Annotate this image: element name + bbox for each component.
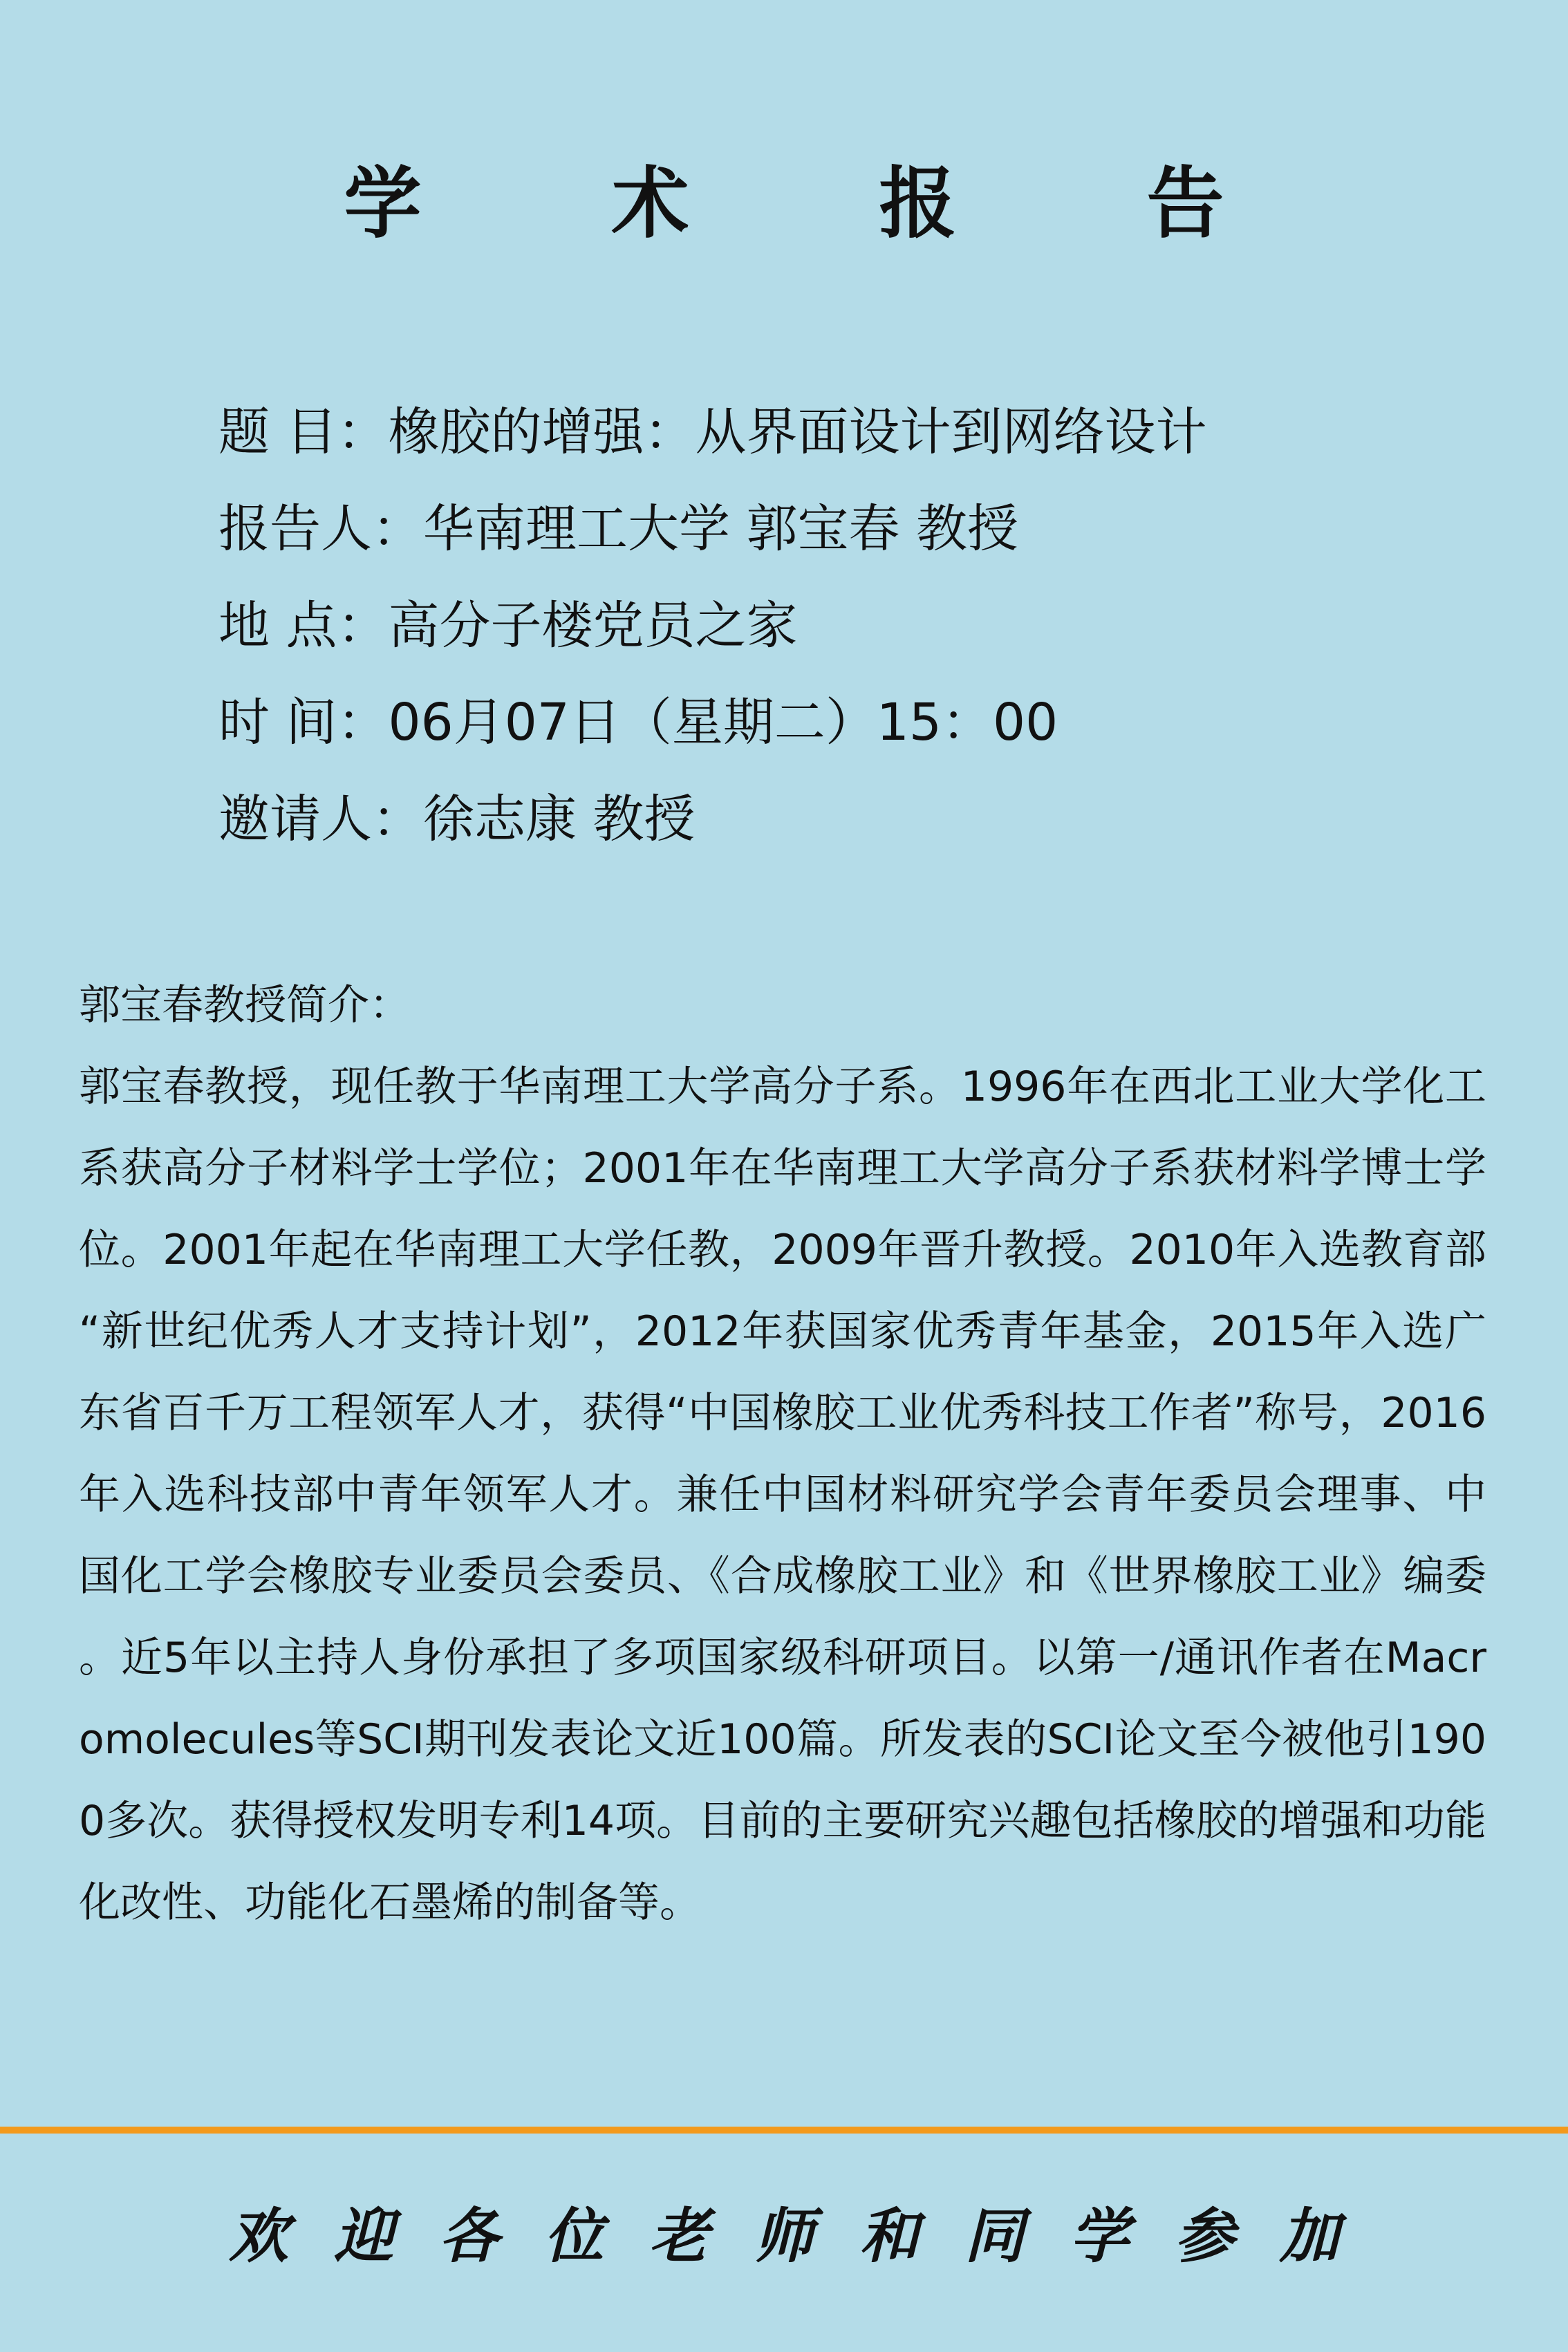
time-value: 06月07日（星期二）15：00 [388,693,1058,752]
info-row-inviter [218,771,1394,868]
poster-title: 学 术 报 告 [344,158,1306,249]
info-row-speaker [218,480,1394,577]
info-row-time [218,674,1394,771]
info-row-location [218,577,1394,674]
bio-heading: 郭宝春教授简介： [79,981,411,1029]
footer-divider [0,2127,1568,2134]
time-label: 时 间： [218,693,389,752]
welcome-message: 欢迎各位老师和同学参加 [229,2201,1385,2271]
speaker-label: 报告人： [218,499,423,559]
speaker-value: 华南理工大学 郭宝春 教授 [423,499,1019,559]
speaker-bio [79,964,1486,1943]
bio-paragraph: 郭宝春教授，现任教于华南理工大学高分子系。1996年在西北工业大学化工系获高分子材料学士学位；2001年在华南理工大学高分子系获材料学博士学位。2001年起在华南理工大学任教，2009年晋升教授。2010年入选教育部“新世纪优秀人才支持计划”，2012年获国家优秀青年基金，2015年入选广东省百千万工程领军人才，获得“中国橡胶工业优秀科技工作者”称号，2016年入选科技部中青年领军人才。兼任中国材料研究学会青年委员会理事、中国化工学会橡胶专业委员会委员、《合成橡胶工业》和《世界橡胶工业》编委。近5年以主持人身份承担了多项国家级科研项目。以第一/通讯作者在Macromolecules等SCI期刊发表论文近100篇。所发表的SCI论文至今被他引1900多次。获得授权发明专利14项。目前的主要研究兴趣包括橡胶的增强和功能化改性、功能化石墨烯的制备等。 [79,1063,1486,1927]
talk-info [218,384,1394,868]
info-row-topic [218,384,1394,480]
topic-label: 题 目： [218,402,389,462]
topic-value: 橡胶的增强：从界面设计到网络设计 [388,402,1207,462]
location-label: 地 点： [218,596,389,655]
location-value: 高分子楼党员之家 [388,596,798,655]
inviter-label: 邀请人： [218,790,423,849]
inviter-value: 徐志康 教授 [423,790,696,849]
